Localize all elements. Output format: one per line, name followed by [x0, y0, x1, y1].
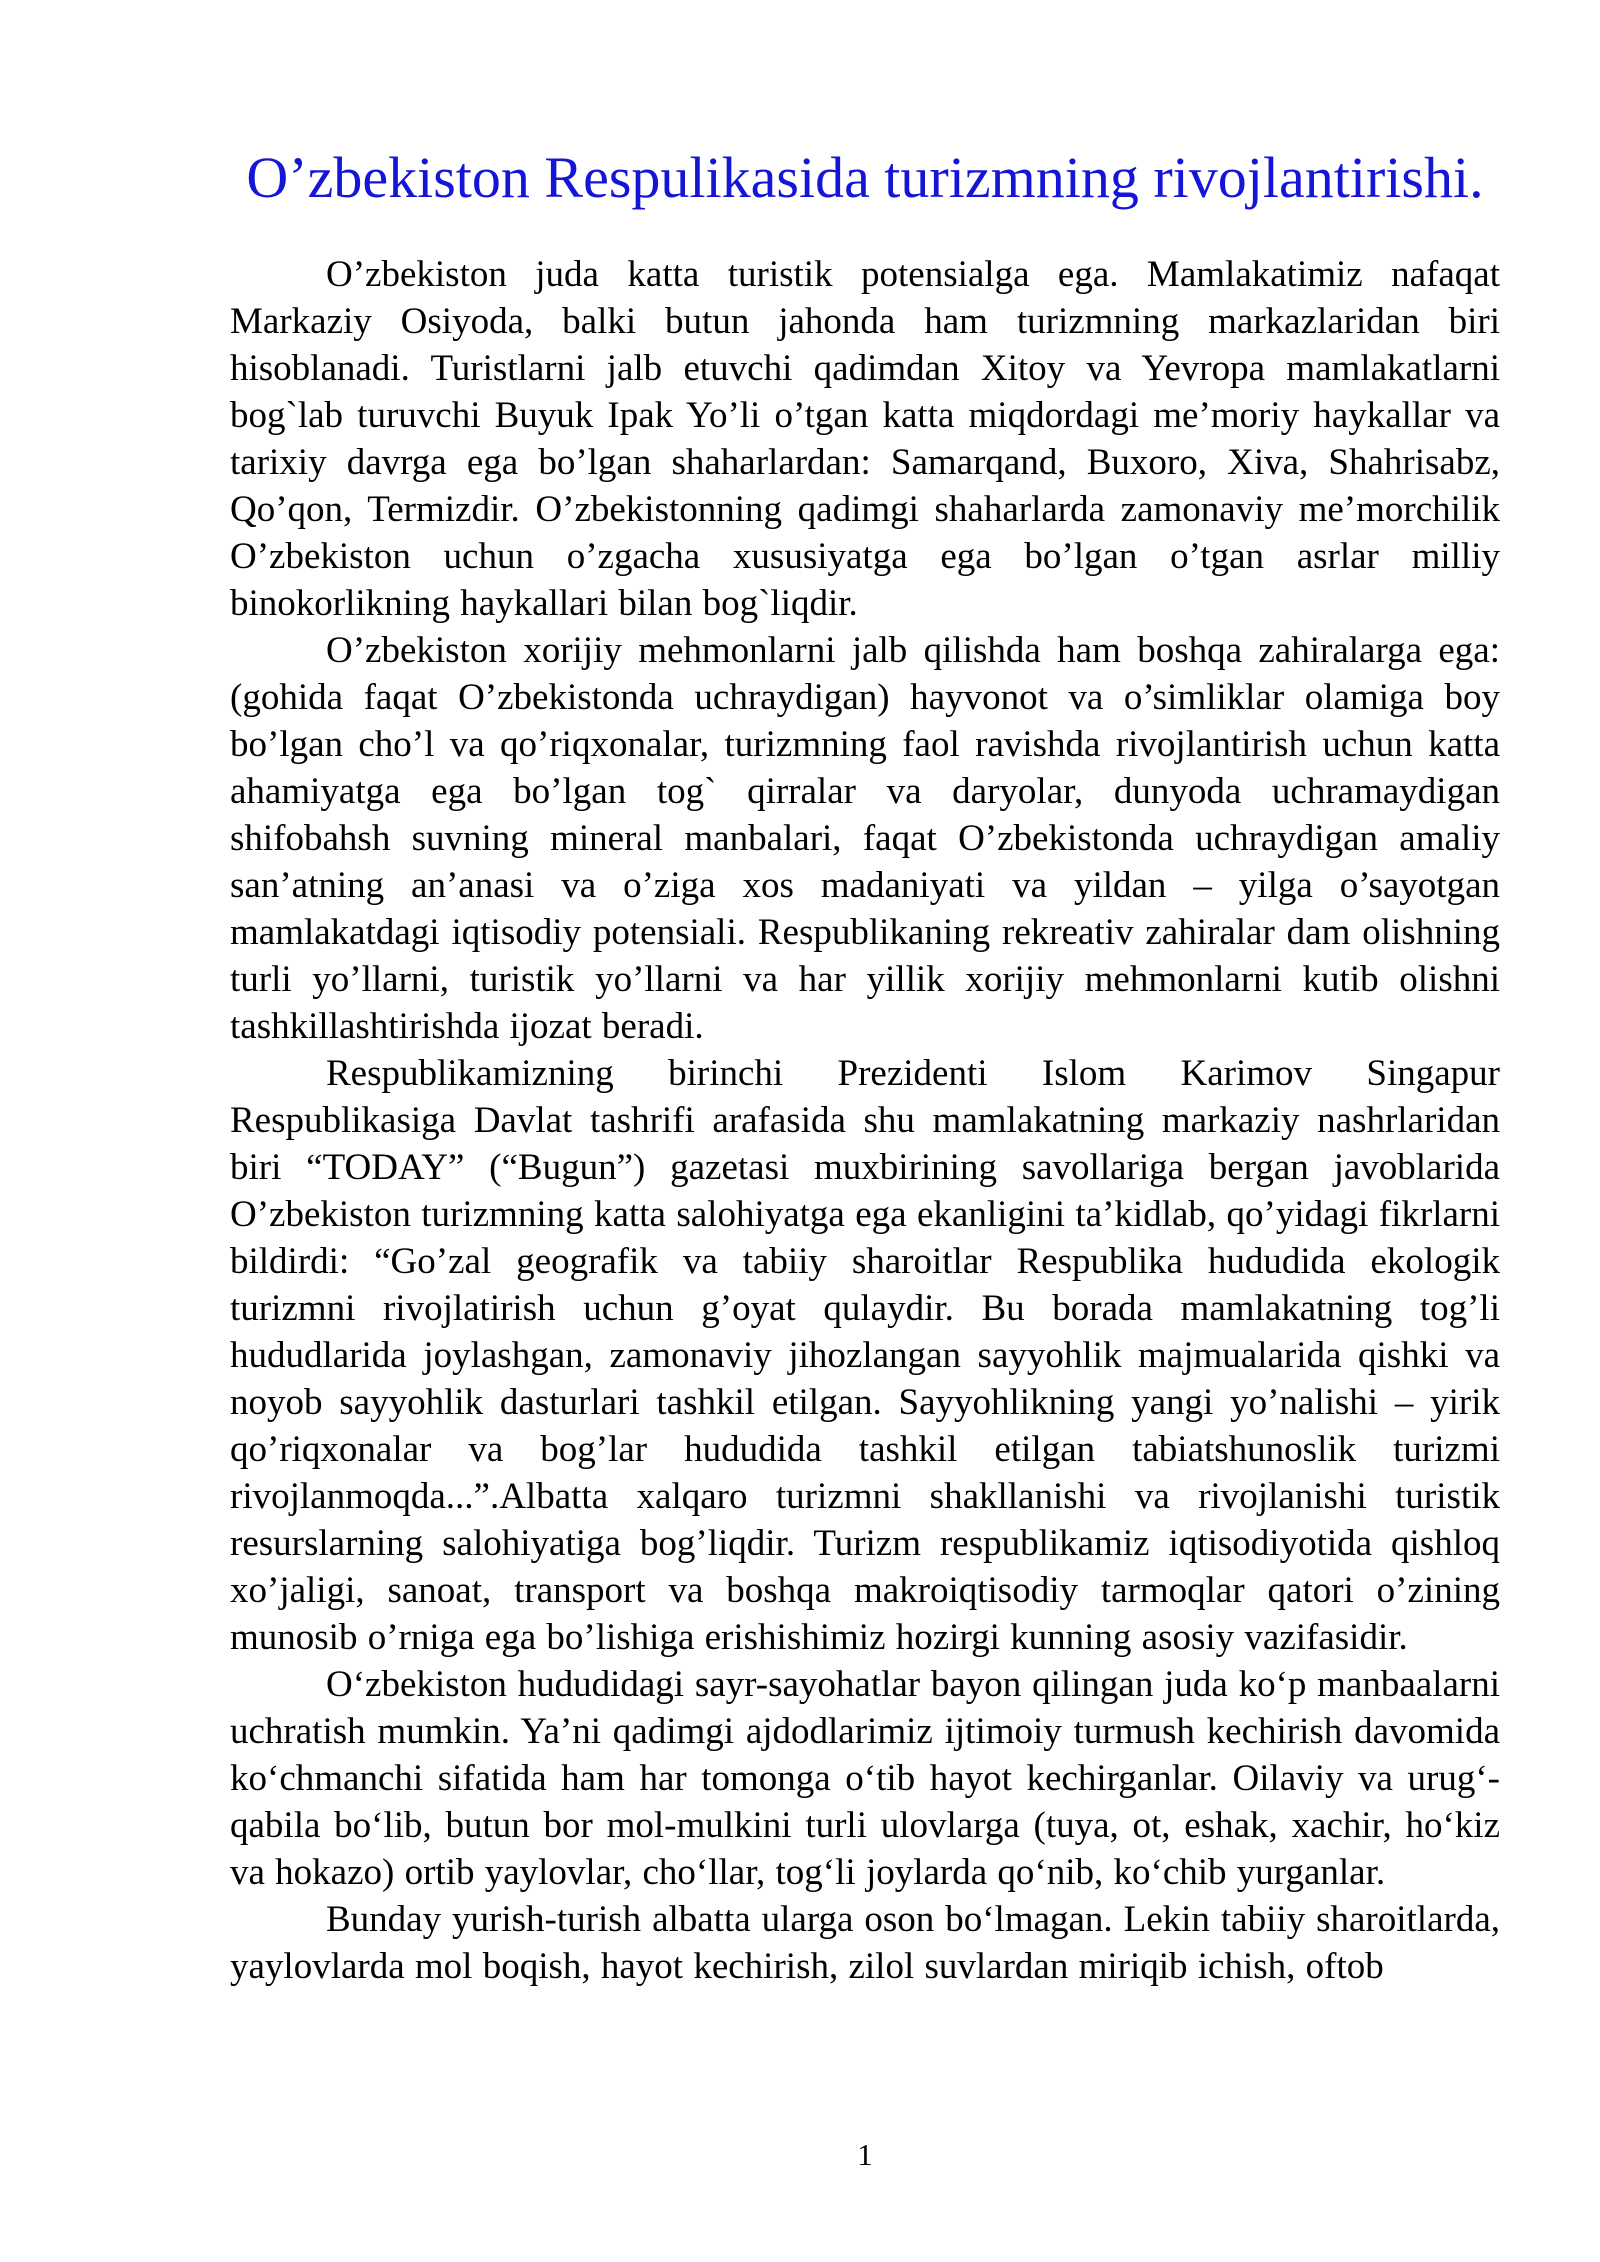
document-content — [230, 0, 1500, 1990]
paragraph-nomadic-life: Bunday yurish-turish albatta ularga oson bo‘lmagan. Lekin tabiiy sharoitlarda, yaylovlarda mol boqish, hayot kechirish, zilol suvlardan miriqib ichish, oftob — [230, 1898, 1500, 1987]
page-footer — [230, 2139, 1500, 2170]
paragraph-president-interview: Respublikamizning birinchi Prezidenti Islom Karimov Singapur Respublikasiga Davlat tashrifi arafasida shu mamlakatning markaziy nashrlaridan biri “TODAY” (“Bugun”) gazetasi muxbirining savollariga bergan javoblarida O’zbekiston turizmning katta salohiyatga ega ekanligini ta’kidlab, qo’yidagi fikrlarni bildirdi: “Go’zal geografik va tabiiy sharoitlar Respublika hududida ekologik turizmni rivojlatirish uchun g’oyat qulaydir. Bu borada mamlakatning tog’li hududlarida joylashgan, zamonaviy jihozlangan sayyohlik majmualarida qishki va noyob sayyohlik dasturlari tashkil etilgan. Sayyohlikning yangi yo’nalishi – yirik qo’riqxonalar va bog’lar hududida tashkil etilgan tabiatshunoslik turizmi rivojlanmoqda...”.Albatta xalqaro turizmni shakllanishi va rivojlanishi turistik resurslarning salohiyatiga bog’liqdir. Turizm respublikamiz iqtisodiyotida qishloq xo’jaligi, sanoat, transport va boshqa makroiqtisodiy tarmoqlar qatori o’zining munosib o’rniga ega bo’lishiga erishishimiz hozirgi kunning asosiy vazifasidir. — [230, 1052, 1500, 1658]
paragraph-historic-travels: O‘zbekiston hududidagi sayr-sayohatlar bayon qilingan juda ko‘p manbaalarni uchratish mumkin. Ya’ni qadimgi ajdodlarimiz ijtimoiy turmush kechirish davomida ko‘chmanchi sifatida ham har tomonga o‘tib hayot kechirganlar. Oilaviy va urug‘-qabila bo‘lib, butun bor mol-mulkini turli ulovlarga (tuya, ot, eshak, xachir, ho‘kiz va hokazo) ortib yaylovlar, cho‘llar, tog‘li joylarda qo‘nib, ko‘chib yurganlar. — [230, 1663, 1500, 1893]
paragraph-intro-tourism-potential: O’zbekiston juda katta turistik potensialga ega. Mamlakatimiz nafaqat Markaziy Osiyoda, balki butun jahonda ham turizmning markazlaridan biri hisoblanadi. Turistlarni jalb etuvchi qadimdan Xitoy va Yevropa mamlakatlarni bog`lab turuvchi Buyuk Ipak Yo’li o’tgan katta miqdordagi me’moriy haykallar va tarixiy davrga ega bo’lgan shaharlardan: Samarqand, Buxoro, Xiva, Shahrisabz, Qo’qon, Termizdir. O’zbekistonning qadimgi shaharlarda zamonaviy me’morchilik O’zbekiston uchun o’zgacha xususiyatga ega bo’lgan o’tgan asrlar milliy binokorlikning haykallari bilan bog`liqdir. — [230, 253, 1500, 624]
document-title: O’zbekiston Respulikasida turizmning rivojlantirishi. — [246, 145, 1484, 210]
page-number: 1 — [857, 2137, 873, 2172]
paragraph-natural-resources: O’zbekiston xorijiy mehmonlarni jalb qilishda ham boshqa zahiralarga ega: (gohida faqat O’zbekistonda uchraydigan) hayvonot va o’simliklar olamiga boy bo’lgan cho’l va qo’riqxonalar, turizmning faol ravishda rivojlantirish uchun katta ahamiyatga ega bo’lgan tog` qirralar va daryolar, dunyoda uchramaydigan shifobahsh suvning mineral manbalari, faqat O’zbekistonda uchraydigan amaliy san’atning an’anasi va o’ziga xos madaniyati va yildan – yilga o’sayotgan mamlakatdagi iqtisodiy potensiali. Respublikaning rekreativ zahiralar dam olishning turli yo’llarni, turistik yo’llarni va har yillik xorijiy mehmonlarni kutib olishni tashkillashtirishda ijozat beradi. — [230, 629, 1500, 1047]
